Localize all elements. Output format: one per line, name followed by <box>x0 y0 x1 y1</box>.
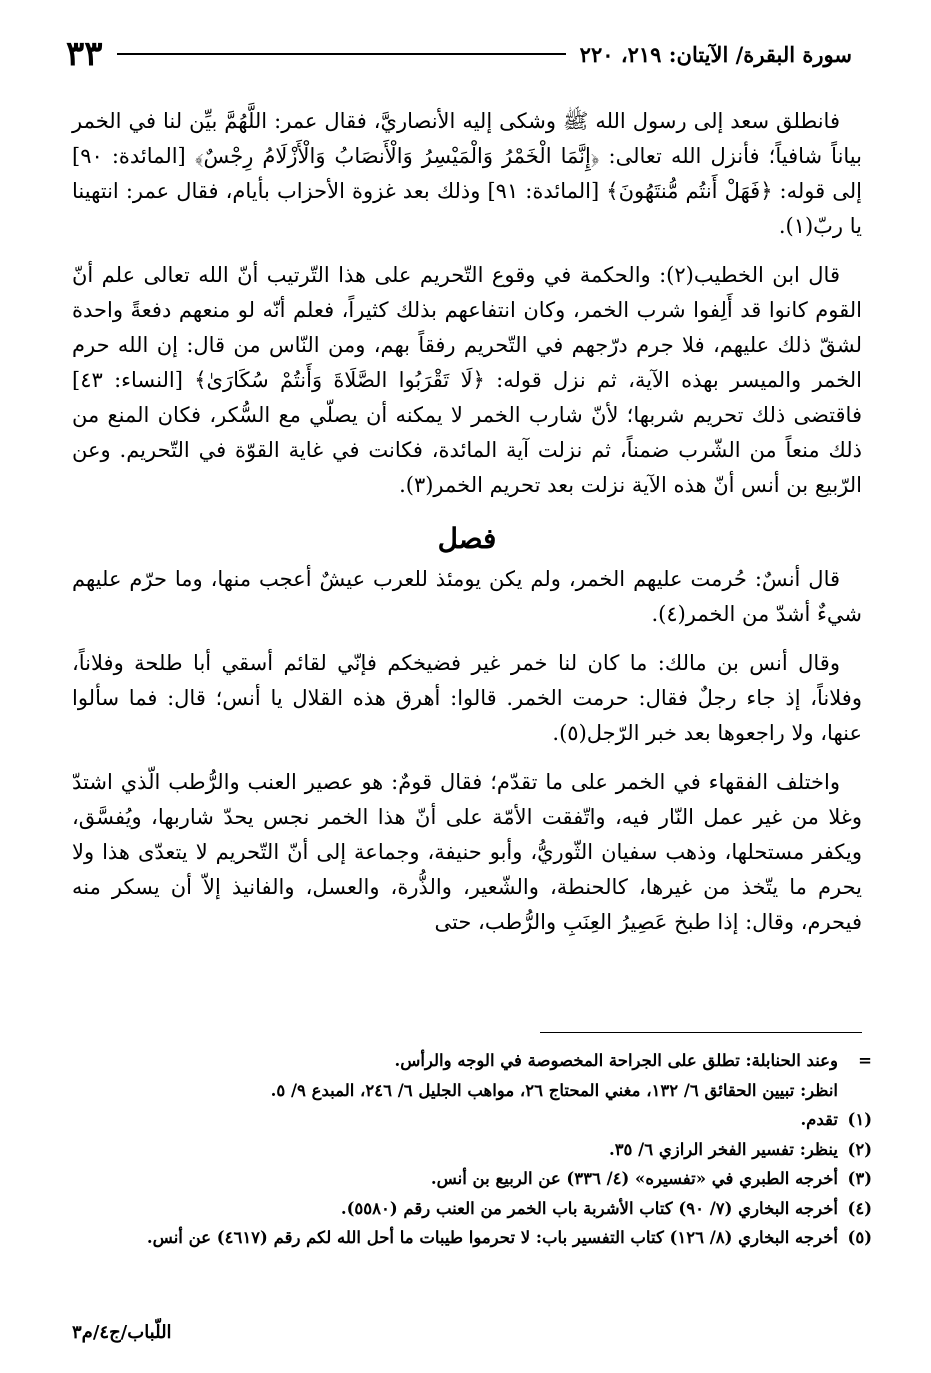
footnotes <box>72 1046 872 1253</box>
footnote <box>72 1076 872 1106</box>
main-text <box>72 104 862 954</box>
footnote-text: أخرجه البخاري (٨/ ١٢٦) كتاب التفسير باب: لا تحرموا طيبات ما أحل الله لكم رقم (٤٦١٧) عن أنس. <box>146 1228 838 1247</box>
footnote-number: = <box>858 1051 872 1070</box>
footnote <box>72 1135 872 1165</box>
footnote-number: (٣) <box>847 1169 872 1188</box>
footnote <box>72 1223 872 1253</box>
footnote-text: ينظر: تفسير الفخر الرازي ٦/ ٣٥. <box>608 1139 838 1159</box>
signature-mark: اللّباب/ج٤/م٣ <box>72 1322 172 1343</box>
footnote-text: وعند الحنابلة: تطلق على الجراحة المخصوصة في الوجه والرأس. <box>394 1051 838 1070</box>
footnote-number: (٥) <box>847 1228 872 1247</box>
footnote-number <box>838 1076 872 1106</box>
footnote <box>72 1164 872 1194</box>
section-heading: فصل <box>437 522 497 555</box>
page-number: ٣٣ <box>66 34 103 74</box>
footnote <box>72 1194 872 1224</box>
footnote <box>72 1046 872 1076</box>
footnotes-separator <box>540 1032 862 1033</box>
paragraph: قال أنسٌ: حُرمت عليهم الخمر، ولم يكن يومئذ للعرب عيشٌ أعجب منها، وما حرّم عليهم شيءٌ أشدّ من الخمر(٤). <box>72 567 862 626</box>
paragraph: قال ابن الخطيب(٢): والحكمة في وقوع التّحريم على هذا التّرتيب أنّ الله تعالى علم أنّ القوم كانوا قد أَلِفوا شرب الخمر، وكان انتفاعهم بذلك كثيراً، فعلم أنّه لو منعهم دفعةً واحدة لشقّ ذلك عليهم، فلا جرم درّجهم في التّحريم رفقاً بهم، ومن النّاس من قال: إن الله حرم الخمر والميسر بهذه الآية، ثم نزل قوله: ﴿لَا تَقْرَبُوا الصَّلَاةَ وَأَنتُمْ سُكَارَىٰ﴾ [النساء: ٤٣] فاقتضى ذلك تحريم شربها؛ لأنّ شارب الخمر لا يمكنه أن يصلّي مع السُّكر، فكان المنع من ذلك منعاً من الشّرب ضمناً، ثم نزلت آية المائدة، فكانت في غاية القوّة في التّحريم. وعن الرّبيع بن أنس أنّ هذه الآية نزلت بعد تحريم الخمر(٣). <box>72 263 862 497</box>
footnote-text: أخرجه البخاري (٧/ ٩٠) كتاب الأشربة باب الخمر من العنب رقم (٥٥٨٠). <box>340 1198 838 1218</box>
header-rule <box>117 53 566 55</box>
paragraph: فانطلق سعد إلى رسول الله ﷺ وشكى إليه الأنصاريَّ، فقال عمر: اللَّهُمَّ بيِّن لنا في الخمر بياناً شافياً؛ فأنزل الله تعالى: ﴿إِنَّمَا الْخَمْرُ وَالْمَيْسِرُ وَالْأَنصَابُ وَالْأَزْلَامُ رِجْسٌ﴾ [المائدة: ٩٠] إلى قوله: ﴿فَهَلْ أَنتُم مُّنتَهُونَ﴾ [المائدة: ٩١] وذلك بعد غزوة الأحزاب بأيام، فقال عمر: انتهينا يا ربّ(١). <box>72 109 862 238</box>
footnote-text: انظر: تبيين الحقائق ٦/ ١٣٢، مغني المحتاج ٢٦، مواهب الجليل ٦/ ٢٤٦، المبدع ٩/ ٥. <box>270 1080 838 1100</box>
footnote-number: (٤) <box>847 1198 872 1218</box>
paragraph: وقال أنس بن مالك: ما كان لنا خمر غير فضيخكم فإنّي لقائم أسقي أبا طلحة وفلاناً، وفلاناً، إذ جاء رجلٌ فقال: حرمت الخمر. قالوا: أهرق هذه القلال يا أنس؛ قال: فما سألوا عنها، ولا راجعوها بعد خبر الرّجل(٥). <box>72 651 862 745</box>
running-header-title: سورة البقرة/ الآيتان: ٢١٩، ٢٢٠ <box>579 41 852 67</box>
footnote-number: (١) <box>847 1110 872 1129</box>
footnote <box>72 1105 872 1135</box>
running-header <box>66 34 852 74</box>
paragraph: واختلف الفقهاء في الخمر على ما تقدّم؛ فقال قومٌ: هو عصير العنب والرُّطب الّذي اشتدّ وغلا من غير عمل النّار فيه، واتّفقت الأمّة على أنّ هذا الخمر نجس يحدّ شاربها، ويُفسَّق، ويكفر مستحلها، وذهب سفيان الثّوريُّ، وأبو حنيفة، وجماعة إلى أنّ التّحريم لا يتعدّى هذا ولا يحرم ما يتّخذ من غيرها، كالحنطة، والشّعير، والذُّرة، والعسل، والفانيذ إلاّ أن يسكر منه فيحرم، وقال: إذا طبخ عَصِيرُ العِنَبِ والرُّطب، حتى <box>72 770 863 934</box>
footnote-text: أخرجه الطبري في «تفسيره» (٤/ ٣٣٦) عن الربيع بن أنس. <box>430 1169 838 1188</box>
footnote-number: (٢) <box>847 1139 872 1159</box>
footnote-text: تقدم. <box>800 1110 838 1129</box>
